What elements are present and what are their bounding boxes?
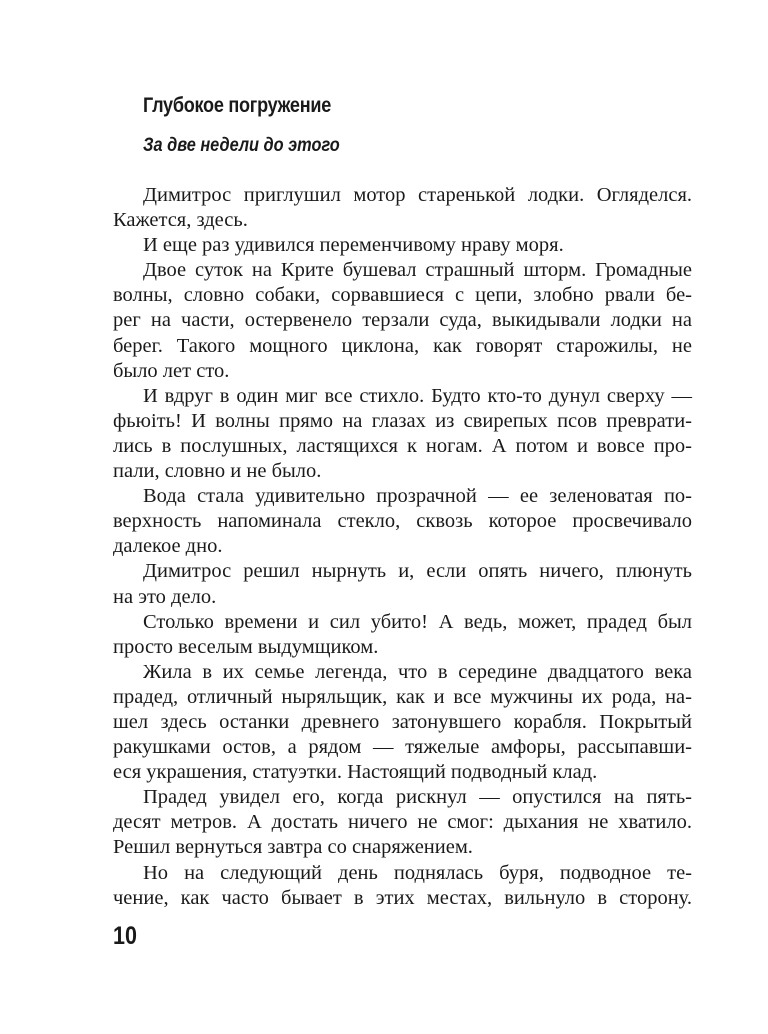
paragraph-line: Жила в их семье легенда, что в середине двадцатого века <box>143 660 692 683</box>
paragraph-line: И еще раз удивился переменчивому нраву моря. <box>143 234 564 257</box>
paragraph-line: берег. Такого мощного циклона, как говорят старожилы, не <box>113 334 692 357</box>
paragraph-line: далекое дно. <box>113 535 223 558</box>
paragraph-line: И вдруг в один миг все стихло. Будто кто-то дунул сверху — <box>143 384 692 407</box>
page-number: 10 <box>113 922 137 950</box>
paragraph-line: прадед, отличный ныряльщик, как и все мужчины их рода, на- <box>113 685 692 708</box>
paragraph-line: Вода стала удивительно прозрачной — ее зеленоватая по- <box>143 485 692 508</box>
paragraph-line: Но на следующий день поднялась буря, подводное те- <box>143 861 692 884</box>
paragraph-line: Столько времени и сил убито! А ведь, может, прадед был <box>143 610 692 633</box>
paragraph-line: волны, словно собаки, сорвавшиеся с цепи, злобно рвали бе- <box>113 284 692 307</box>
paragraph-line: пали, словно и не было. <box>113 460 322 483</box>
body-text <box>113 183 692 911</box>
paragraph-line: чение, как часто бывает в этих местах, вильнуло в сторону. <box>113 886 692 909</box>
paragraph-line: лись в послушных, ластящихся к ногам. А потом и вовсе про- <box>113 434 692 457</box>
paragraph-line: рег на части, остервенело терзали суда, выкидывали лодки на <box>113 309 692 332</box>
paragraph-line: шел здесь останки древнего затонувшего корабля. Покрытый <box>113 710 692 733</box>
paragraph-line: десят метров. А достать ничего не смог: дыхания не хватило. <box>113 811 692 834</box>
paragraph-line: ракушками остов, а рядом — тяжелые амфоры, рассыпавши- <box>113 736 692 759</box>
paragraph-line: Кажется, здесь. <box>113 209 248 232</box>
paragraph-line: верхность напоминала стекло, сквозь которое просвечивало <box>113 510 692 533</box>
paragraph-line: Двое суток на Крите бушевал страшный шторм. Громадные <box>143 259 692 282</box>
paragraph-line: Решил вернуться завтра со снаряжением. <box>113 836 473 859</box>
paragraph-line: на это дело. <box>113 585 217 608</box>
paragraph-line: было лет сто. <box>113 359 230 382</box>
paragraph-line: Димитрос приглушил мотор старенькой лодки. Огляделся. <box>143 184 692 206</box>
paragraph-line: Димитрос решил нырнуть и, если опять ничего, плюнуть <box>143 560 692 583</box>
paragraph-line: Прадед увидел его, когда рискнул — опустился на пять- <box>143 786 692 809</box>
paragraph-line: просто веселым выдумщиком. <box>113 635 379 658</box>
chapter-title: Глубокое погружение <box>143 94 331 117</box>
paragraph-line: фьюіть! И волны прямо на глазах из свирепых псов преврати- <box>113 409 692 432</box>
chapter-subtitle: За две недели до этого <box>143 135 340 156</box>
paragraph-line: еся украшения, статуэтки. Настоящий подводный клад. <box>113 761 598 784</box>
